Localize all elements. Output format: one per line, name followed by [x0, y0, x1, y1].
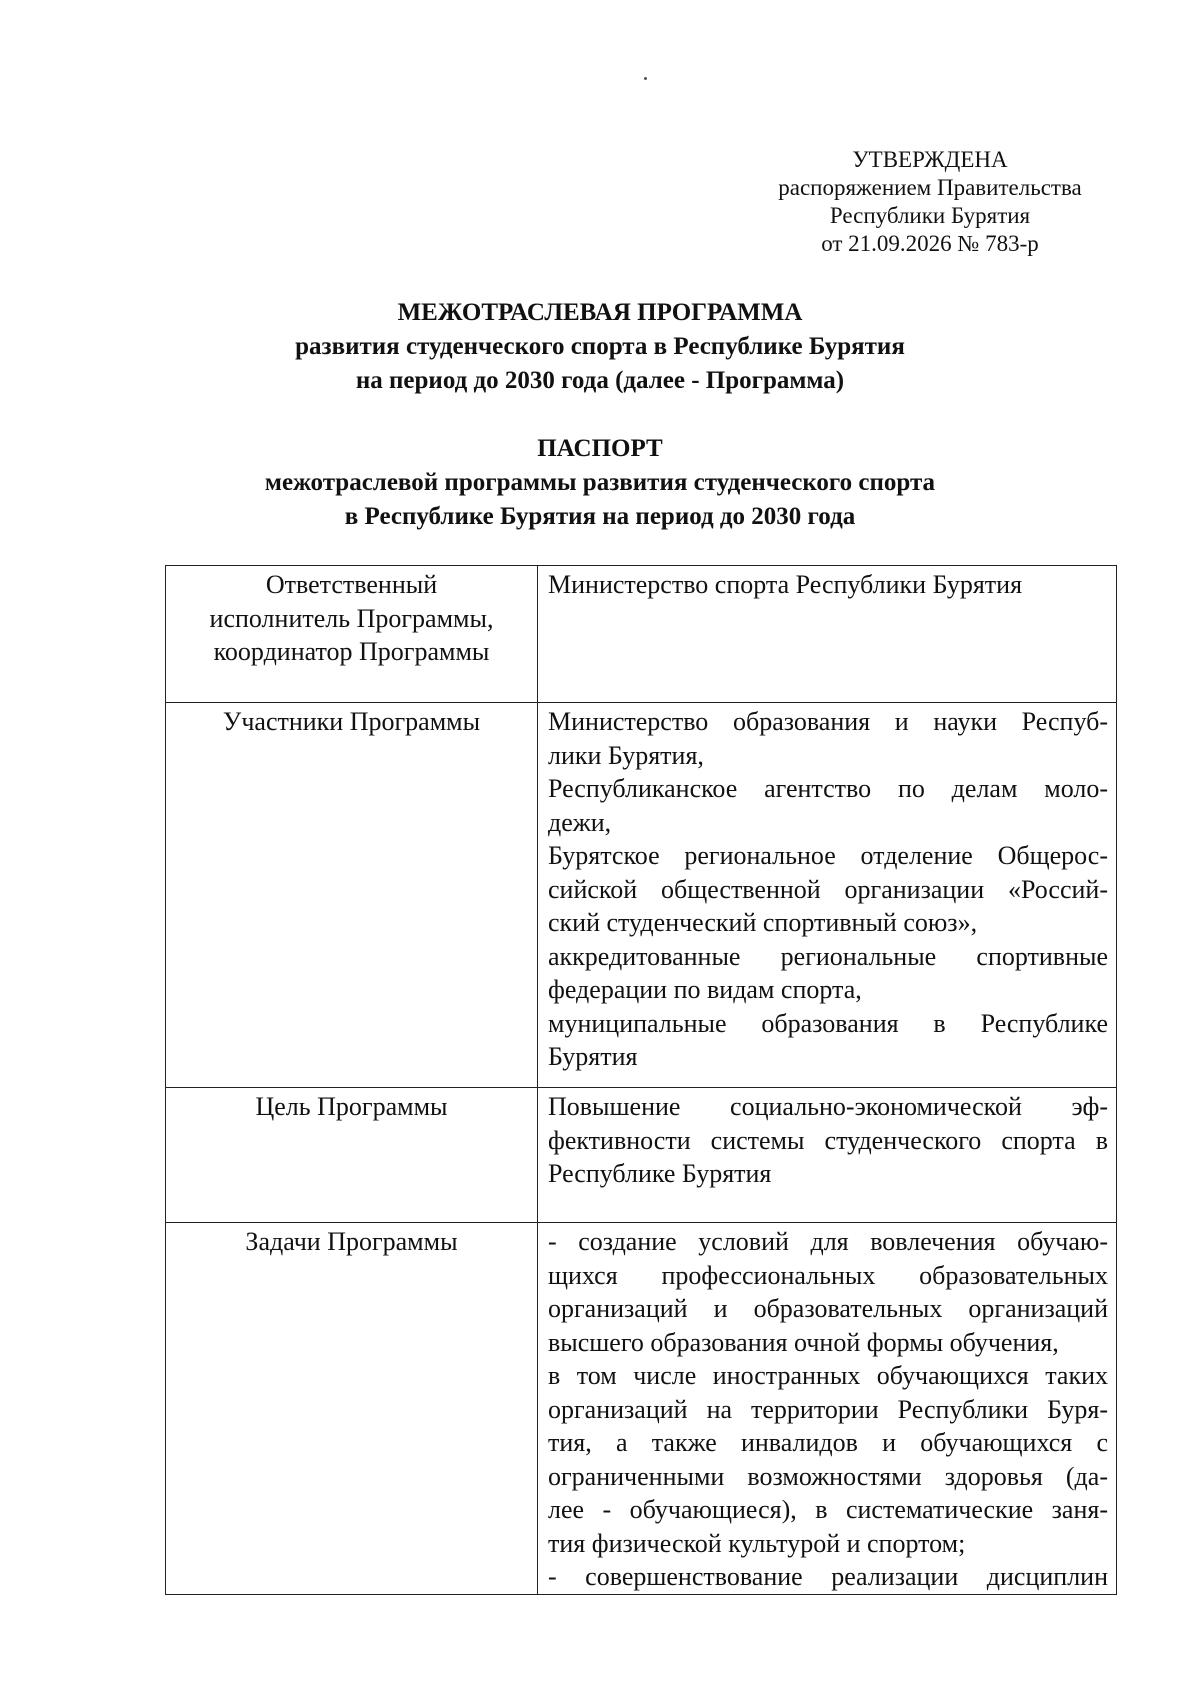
approval-line-3: Республики Бурятия — [829, 203, 1031, 228]
row-label — [166, 566, 538, 703]
row-value-line: лее - обучающиеся), в систематические заня- — [548, 1495, 1108, 1524]
approval-line-2: распоряжением Правительства — [778, 175, 1082, 200]
row-value-line: Министерство спорта Республики Бурятия — [548, 570, 1023, 599]
row-value-line: муниципальные образования в Республике — [548, 1008, 1108, 1038]
row-value-line: сийской общественной организации «Россий- — [548, 874, 1108, 904]
row-value-line: тия, а также инвалидов и обучающихся с — [548, 1428, 1108, 1457]
row-label — [166, 703, 538, 1088]
passport-row — [166, 1223, 1117, 1595]
passport-title — [150, 432, 1050, 534]
passport-row — [166, 566, 1117, 703]
program-title-line-1: МЕЖОТРАСЛЕВАЯ ПРОГРАММА — [397, 299, 803, 326]
row-value-line: Бурятское региональное отделение Общерос- — [548, 841, 1108, 870]
row-value-line: федерации по видам спорта, — [548, 975, 862, 1004]
row-label-line: исполнитель Программы, — [209, 603, 494, 633]
row-value-line: организаций и образовательных организаций — [548, 1294, 1108, 1323]
row-value — [538, 1223, 1117, 1595]
row-value-line: ограниченными возможностями здоровья (да- — [548, 1461, 1108, 1491]
row-label-line: координатор Программы — [213, 637, 490, 666]
approval-block — [760, 146, 1100, 258]
row-value-line: организаций на территории Республики Буря- — [548, 1394, 1108, 1424]
row-value-line: Министерство образования и науки Респуб- — [548, 707, 1108, 736]
passport-row — [166, 703, 1117, 1088]
row-value-line: ский студенческий спортивный союз», — [548, 908, 978, 937]
row-value-line: фективности системы студенческого спорта в — [548, 1125, 1108, 1155]
row-value-line: Повышение социально-экономической эф- — [548, 1092, 1108, 1121]
approval-line-4: от 21.09.2026 № 783-р — [821, 231, 1039, 256]
row-value-line: - совершенствование реализации дисциплин — [548, 1562, 1108, 1591]
row-value-line: в том числе иностранных обучающихся таких — [548, 1361, 1108, 1390]
row-value-line: Республике Бурятия — [548, 1159, 772, 1188]
page-mark — [644, 77, 647, 80]
passport-title-line-1: ПАСПОРТ — [537, 435, 663, 462]
passport-table-body — [166, 566, 1117, 1595]
row-value-line: лики Бурятия, — [548, 740, 704, 770]
row-value-line: - создание условий для вовлечения обучаю- — [548, 1227, 1108, 1256]
row-value-line: тия физической культурой и спортом; — [548, 1528, 966, 1558]
row-label-line: Ответственный — [265, 570, 438, 599]
row-value — [538, 566, 1117, 703]
row-label — [166, 1088, 538, 1223]
passport-table — [165, 565, 1117, 1595]
row-label — [166, 1223, 538, 1595]
row-value — [538, 1088, 1117, 1223]
row-value-line: аккредитованные региональные спортивные — [548, 941, 1108, 971]
row-label-line: Участники Программы — [222, 707, 481, 736]
approval-line-1: УТВЕРЖДЕНА — [852, 147, 1008, 172]
row-value-line: высшего образования очной формы обучения, — [548, 1327, 1059, 1357]
passport-row — [166, 1088, 1117, 1223]
row-value — [538, 703, 1117, 1088]
row-value-line: дежи, — [548, 807, 612, 837]
passport-title-line-3: в Республике Бурятия на период до 2030 года — [344, 503, 856, 530]
program-title — [150, 296, 1050, 398]
program-title-line-3: на период до 2030 года (далее - Программа) — [355, 367, 845, 394]
row-value-line: щихся профессиональных образовательных — [548, 1260, 1108, 1290]
row-value-line: Бурятия — [548, 1042, 638, 1071]
passport-title-line-2: межотраслевой программы развития студенческого спорта — [264, 469, 936, 496]
row-label-line: Задачи Программы — [245, 1227, 458, 1256]
row-value-line: Республиканское агентство по делам моло- — [548, 774, 1108, 803]
row-label-line: Цель Программы — [255, 1092, 448, 1121]
program-title-line-2: развития студенческого спорта в Республике Бурятия — [295, 333, 905, 360]
